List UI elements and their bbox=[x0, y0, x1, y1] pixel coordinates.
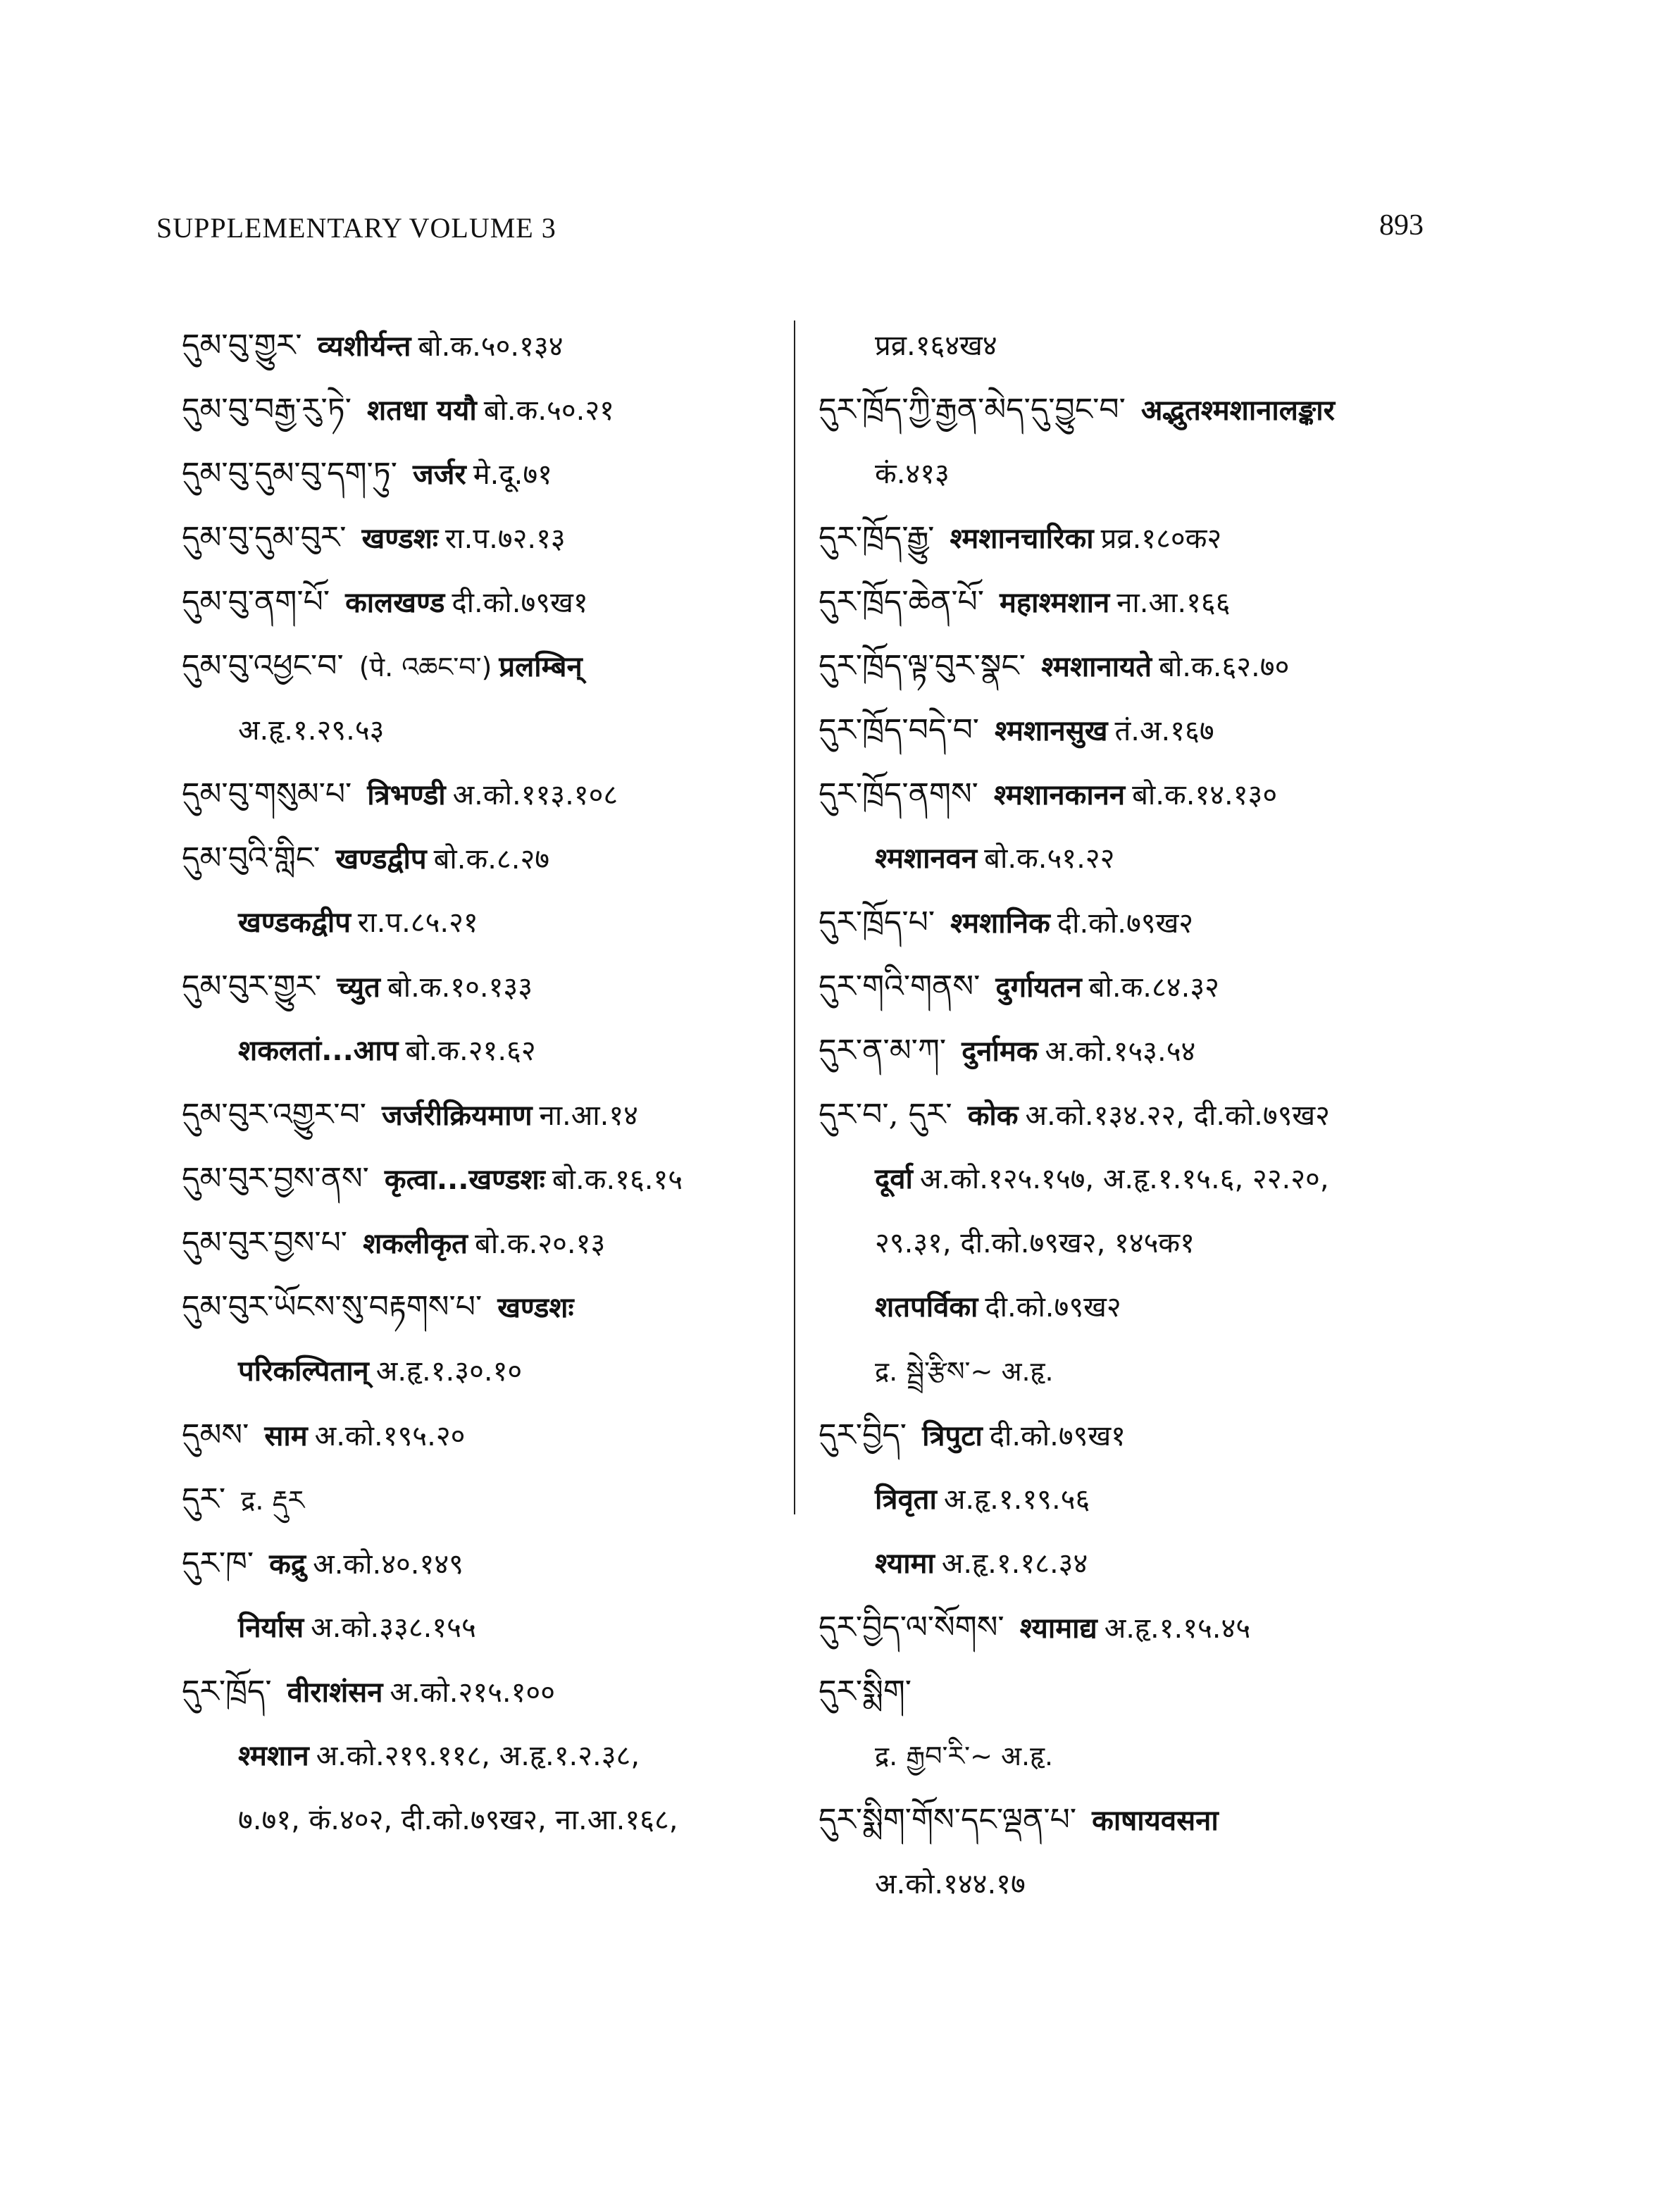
source-reference: बो.क.१०.१३३ bbox=[387, 971, 533, 1004]
dictionary-entry bbox=[182, 506, 788, 570]
sanskrit-equivalent: काषायवसना bbox=[1092, 1805, 1219, 1837]
tibetan-headword: དུམ་བུར་འགྱུར་བ་ bbox=[182, 1097, 366, 1133]
entry-continuation bbox=[819, 1147, 1452, 1211]
dictionary-entry bbox=[182, 1211, 788, 1275]
source-reference: रा.प.८५.२१ bbox=[357, 907, 478, 939]
source-reference: ७.७१, कं.४०२, दी.को.७९ख२, ना.आ.१६८, bbox=[238, 1804, 678, 1836]
running-head: SUPPLEMENTARY VOLUME 3 bbox=[156, 212, 556, 244]
source-reference: दी.को.७९ख२ bbox=[985, 1291, 1121, 1324]
tibetan-headword: དུར་གའི་གནས་ bbox=[819, 969, 981, 1004]
tibetan-headword: དུར་ཁ་ bbox=[182, 1545, 254, 1581]
source-reference: बो.क.५०.२१ bbox=[483, 394, 614, 427]
sanskrit-equivalent: श्मशानवन bbox=[875, 842, 978, 875]
source-reference: बो.क.६२.७० bbox=[1159, 651, 1290, 683]
tibetan-headword: དུར་སྨིག་ bbox=[819, 1674, 912, 1710]
sanskrit-equivalent: दूर्वा bbox=[875, 1163, 913, 1195]
tibetan-headword: དུར་བྱིད་ bbox=[819, 1417, 907, 1453]
dictionary-entry bbox=[182, 313, 788, 378]
source-reference: अ.हृ.१.१८.३४ bbox=[941, 1548, 1088, 1580]
tibetan-headword: དུམ་བུ་དུམ་བུ་དག་ཏུ་ bbox=[182, 456, 398, 492]
sanskrit-equivalent: खण्डशः bbox=[497, 1292, 574, 1324]
dictionary-entry bbox=[819, 378, 1452, 442]
sanskrit-equivalent: दुर्गायतन bbox=[995, 971, 1082, 1004]
dictionary-entry bbox=[182, 1083, 788, 1147]
source-reference: बो.क.८४.३२ bbox=[1088, 971, 1219, 1004]
sanskrit-equivalent: जर्जरीक्रियमाण bbox=[381, 1100, 533, 1132]
tibetan-headword: དུམ་བུ་བརྒྱ་རུ་ཏེ་ bbox=[182, 392, 352, 428]
entry-continuation bbox=[182, 698, 788, 762]
cross-reference-note: द्र. རྡུར bbox=[241, 1485, 305, 1516]
sanskrit-equivalent: खण्डद्वीप bbox=[335, 843, 427, 876]
tibetan-headword: དུར་ཁྲོད་ bbox=[182, 1674, 272, 1710]
dictionary-entry bbox=[819, 634, 1452, 698]
dictionary-entry bbox=[182, 634, 788, 698]
source-reference: अ.हृ.१.१५.४५ bbox=[1104, 1612, 1251, 1645]
source-reference: अ.हृ.१.१९.५६ bbox=[943, 1483, 1090, 1516]
entry-continuation bbox=[819, 826, 1452, 890]
tibetan-headword: དུར་བ་, དུར་ bbox=[819, 1097, 952, 1133]
source-reference: अ.को.२१५.१०० bbox=[390, 1676, 556, 1709]
entry-continuation bbox=[819, 1275, 1452, 1339]
dictionary-entry bbox=[182, 1660, 788, 1724]
dictionary-entry bbox=[819, 1083, 1452, 1147]
sanskrit-equivalent: वीराशंसन bbox=[287, 1676, 383, 1709]
dictionary-entry bbox=[182, 1531, 788, 1595]
sanskrit-equivalent: श्मशानकानन bbox=[993, 779, 1126, 811]
source-reference: अ.को.१५३.५४ bbox=[1045, 1035, 1196, 1068]
dictionary-entry bbox=[819, 1403, 1452, 1467]
dictionary-entry bbox=[182, 442, 788, 506]
source-reference: अ.को.१४४.१७ bbox=[875, 1868, 1026, 1900]
tibetan-headword: དུར་ཁྲོད་ལྟ་བུར་སྣང་ bbox=[819, 648, 1026, 684]
tibetan-headword: དུར་ bbox=[182, 1481, 226, 1517]
source-reference: अ.को.११३.१०८ bbox=[452, 779, 618, 811]
source-reference: बो.क.५१.२२ bbox=[984, 842, 1115, 875]
sanskrit-equivalent: च्युत bbox=[337, 971, 380, 1004]
source-reference: तं.अ.१६७ bbox=[1114, 715, 1214, 747]
dictionary-entry bbox=[182, 1275, 788, 1339]
dictionary-entry bbox=[819, 698, 1452, 762]
dictionary-entry bbox=[819, 890, 1452, 954]
tibetan-headword: དུར་བྱིད་ལ་སོགས་ bbox=[819, 1610, 1004, 1645]
source-reference: अ.को.२१९.११८, अ.हृ.१.२.३८, bbox=[316, 1740, 640, 1772]
sanskrit-equivalent: महाश्मशान bbox=[1000, 587, 1110, 619]
entry-continuation bbox=[819, 1531, 1452, 1595]
tibetan-headword: དུམ་བུ་འཕྱང་བ་ bbox=[182, 648, 344, 684]
sanskrit-equivalent: निर्यास bbox=[238, 1612, 304, 1644]
tibetan-headword: དུར་ཁྲོད་ཆེན་པོ་ bbox=[819, 584, 985, 620]
sanskrit-equivalent: श्मशानचारिका bbox=[950, 523, 1094, 555]
entry-continuation bbox=[819, 1467, 1452, 1531]
sanskrit-equivalent: श्मशानायते bbox=[1041, 651, 1152, 683]
source-reference: बो.क.१४.१३० bbox=[1132, 779, 1278, 811]
source-reference: कं.४१३ bbox=[875, 458, 950, 490]
tibetan-headword: དུར་ཁྲོད་ནགས་ bbox=[819, 776, 978, 812]
tibetan-headword: དུམ་བུ་ནག་པོ་ bbox=[182, 584, 330, 620]
sanskrit-equivalent: त्रिपुटा bbox=[922, 1420, 983, 1452]
entry-continuation bbox=[182, 1339, 788, 1403]
sanskrit-equivalent: साम bbox=[264, 1420, 308, 1452]
dictionary-entry bbox=[819, 1595, 1452, 1660]
entry-continuation bbox=[819, 1724, 1452, 1788]
sanskrit-equivalent: व्यशीर्यन्त bbox=[317, 330, 411, 363]
entry-continuation bbox=[819, 1339, 1452, 1403]
sanskrit-equivalent: खण्डकद्वीप bbox=[238, 907, 351, 939]
dictionary-entry bbox=[819, 1660, 1452, 1724]
dictionary-entry bbox=[819, 506, 1452, 570]
entry-continuation bbox=[182, 1595, 788, 1660]
dictionary-entry bbox=[182, 826, 788, 890]
source-reference: २९.३१, दी.को.७९ख२, १४५क१ bbox=[875, 1227, 1195, 1259]
source-reference: अ.को.३३८.१५५ bbox=[311, 1612, 476, 1644]
source-reference: रा.प.७२.१३ bbox=[444, 523, 566, 555]
tibetan-headword: དུར་ཁྲོད་ཀྱི་རྒྱན་མེད་དུ་བྱུང་བ་ bbox=[819, 392, 1126, 428]
sanskrit-equivalent: शतपर्विका bbox=[875, 1291, 978, 1324]
right-column bbox=[819, 313, 1452, 1916]
source-reference: बो.क.२०.१३ bbox=[474, 1228, 606, 1260]
tibetan-headword: དུར་ཁྲོད་པ་ bbox=[819, 904, 935, 940]
dictionary-entry bbox=[182, 954, 788, 1019]
sanskrit-equivalent: श्मशानिक bbox=[950, 907, 1050, 940]
entry-continuation bbox=[819, 313, 1452, 378]
sanskrit-equivalent: कृत्वा...खण्डशः bbox=[384, 1164, 545, 1196]
entry-continuation bbox=[182, 1724, 788, 1788]
tibetan-headword: དུར་སྨིག་གོས་དང་ལྡན་པ་ bbox=[819, 1802, 1077, 1838]
dictionary-entry bbox=[182, 1403, 788, 1467]
sanskrit-equivalent: त्रिवृता bbox=[875, 1483, 937, 1516]
entry-continuation bbox=[819, 442, 1452, 506]
sanskrit-equivalent: त्रिभण्डी bbox=[367, 779, 446, 811]
source-reference: ना.आ.१४ bbox=[539, 1100, 638, 1132]
sanskrit-equivalent: प्रलम्बिन् bbox=[499, 651, 583, 683]
source-reference: अ.हृ.१.३०.१० bbox=[375, 1355, 523, 1388]
sanskrit-equivalent: दुर्नामक bbox=[962, 1035, 1038, 1068]
dictionary-entry bbox=[819, 1788, 1452, 1852]
dictionary-entry bbox=[182, 378, 788, 442]
dictionary-entry bbox=[819, 570, 1452, 634]
cross-reference-note: द्र. རྒྱབ་རི་~ अ.हृ. bbox=[875, 1741, 1054, 1772]
sanskrit-equivalent: अद्भुतश्मशानालङ्कार bbox=[1140, 394, 1335, 427]
tibetan-headword: དུམ་བུར་ཡོངས་སུ་བརྟགས་པ་ bbox=[182, 1289, 483, 1325]
sanskrit-equivalent: शकलतां...आप bbox=[238, 1035, 399, 1067]
source-reference: प्रव्र.१८०क२ bbox=[1100, 523, 1222, 555]
tibetan-headword: དུར་ཁྲོད་བདེ་བ་ bbox=[819, 712, 980, 748]
tibetan-headword: དུར་ན་མ་ཀ་ bbox=[819, 1033, 947, 1069]
dictionary-entry bbox=[182, 1147, 788, 1211]
column-divider bbox=[794, 320, 795, 1514]
tibetan-headword: དུམས་ bbox=[182, 1417, 249, 1453]
tibetan-headword: དུམ་བུར་གྱུར་ bbox=[182, 969, 322, 1004]
source-reference: अ.को.४०.१४९ bbox=[313, 1548, 463, 1581]
tibetan-headword: དུམ་བུ་གྱུར་ bbox=[182, 328, 302, 363]
source-reference: अ.को.१९५.२० bbox=[314, 1420, 466, 1452]
dictionary-entry bbox=[819, 1019, 1452, 1083]
sanskrit-equivalent: कालखण्ड bbox=[345, 587, 445, 619]
sanskrit-equivalent: कोक bbox=[967, 1100, 1019, 1132]
source-reference: बो.क.८.२७ bbox=[433, 843, 550, 876]
source-reference: ना.आ.१६६ bbox=[1116, 587, 1231, 619]
source-reference: दी.को.७९ख१ bbox=[989, 1420, 1126, 1452]
source-reference: बो.क.१६.१५ bbox=[552, 1164, 683, 1196]
sanskrit-equivalent: श्मशान bbox=[238, 1740, 309, 1772]
source-reference: अ.हृ.१.२९.५३ bbox=[238, 714, 385, 747]
dictionary-entry bbox=[182, 762, 788, 826]
source-reference: बो.क.५०.१३४ bbox=[418, 330, 564, 363]
tibetan-headword: དུམ་བུར་བྱས་པ་ bbox=[182, 1225, 348, 1261]
dictionary-entry bbox=[819, 954, 1452, 1019]
entry-continuation bbox=[819, 1852, 1452, 1916]
sanskrit-equivalent: श्यामाद्य bbox=[1019, 1612, 1097, 1645]
source-reference: अ.को.१३४.२२, दी.को.७९ख२ bbox=[1025, 1100, 1330, 1132]
dictionary-entry bbox=[182, 1467, 788, 1531]
dictionary-entry bbox=[182, 570, 788, 634]
sanskrit-equivalent: परिकल्पितान् bbox=[238, 1355, 369, 1388]
sanskrit-equivalent: कद्रु bbox=[269, 1548, 306, 1581]
tibetan-headword: དུམ་བུར་བྱས་ནས་ bbox=[182, 1161, 369, 1197]
tibetan-headword: དུམ་བུའི་གླིང་ bbox=[182, 840, 321, 876]
tibetan-headword: དུར་ཁྲོད་རྒྱུ་ bbox=[819, 520, 935, 556]
entry-continuation bbox=[182, 890, 788, 954]
source-reference: बो.क.२१.६२ bbox=[405, 1035, 536, 1067]
source-reference: दी.को.७९ख२ bbox=[1057, 907, 1194, 940]
source-reference: दी.को.७९ख१ bbox=[452, 587, 588, 619]
sanskrit-equivalent: खण्डशः bbox=[361, 523, 438, 555]
left-column bbox=[182, 313, 788, 1852]
entry-continuation bbox=[819, 1211, 1452, 1275]
source-reference: अ.को.१२५.१५७, अ.हृ.१.१५.६, २२.२०, bbox=[919, 1163, 1329, 1195]
tibetan-headword: དུམ་བུ་གསུམ་པ་ bbox=[182, 776, 352, 812]
sanskrit-equivalent: शतधा ययौ bbox=[367, 394, 477, 427]
sanskrit-equivalent: श्मशानसुख bbox=[995, 715, 1108, 747]
sanskrit-equivalent: श्यामा bbox=[875, 1548, 935, 1580]
source-reference: प्रव्र.१६४ख४ bbox=[875, 330, 997, 362]
cross-reference-note: द्र. སྦྲེ་རྩིས་~ अ.हृ. bbox=[875, 1356, 1054, 1387]
sanskrit-equivalent: जर्जर bbox=[413, 459, 466, 491]
cross-reference-note: (पे. འཆང་བ་) bbox=[359, 652, 492, 683]
entry-continuation bbox=[182, 1019, 788, 1083]
entry-continuation bbox=[182, 1788, 788, 1852]
tibetan-headword: དུམ་བུ་དུམ་བུར་ bbox=[182, 520, 347, 556]
dictionary-entry bbox=[819, 762, 1452, 826]
source-reference: मे.दू.७१ bbox=[473, 459, 552, 491]
sanskrit-equivalent: शकलीकृत bbox=[363, 1228, 468, 1260]
page-number: 893 bbox=[1379, 209, 1424, 242]
